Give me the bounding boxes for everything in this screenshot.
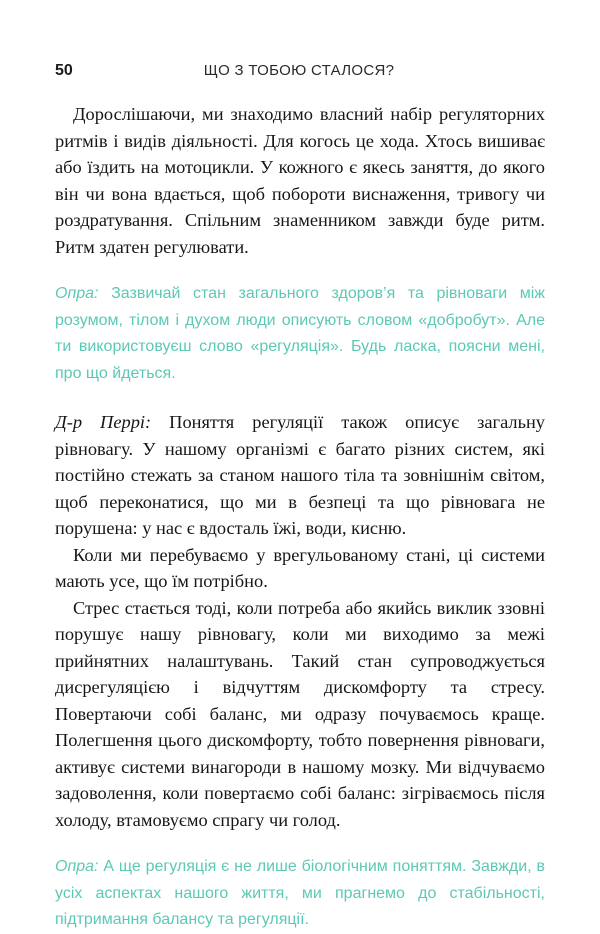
opra-question-2-text: А ще регуляція є не лише біологічним поняттям. Завжди, в усіх аспектах нашого життя, ми прагнемо до стабільності, підтримання балансу та регуляції.	[55, 858, 545, 928]
opra-question-1-text: Зазвичай стан загального здоров’я та рівноваги між розумом, тілом і духом люди описують словом «добробут». Але ти використовуєш слово «регуляція». Будь ласка, поясни мені, про що йдеться.	[55, 285, 545, 382]
spacer	[55, 260, 545, 281]
paragraph-regulated-state: Коли ми перебуваємо у врегульованому стані, ці системи мають усе, що їм потрібно.	[55, 544, 545, 591]
speaker-opra: Опра:	[55, 285, 99, 302]
page-number: 50	[55, 62, 73, 79]
speaker-perry: Д-р Перрі:	[55, 412, 152, 432]
spacer	[55, 387, 545, 409]
spacer	[55, 833, 545, 854]
paragraph-stress: Стрес стається тоді, коли потреба або якийсь виклик ззовні порушує нашу рівновагу, коли ми виходимо за межі прийнятних налаштувань. Такий стан супроводжується дисрегуляцією і відчуттям дискомфорту та стресу. Повертаючи собі баланс, ми одразу почуваємось краще. Полегшення цього дискомфорту, тобто повернення рівноваги, активує системи винагороди в нашому мозку. Ми відчуваємо задоволення, коли повертаємо собі баланс: зігріваємось після холоду, втамовуємо спрагу чи голод.	[55, 597, 545, 830]
opra-question-2	[55, 854, 545, 934]
perry-answer	[55, 409, 545, 542]
opra-question-1	[55, 281, 545, 387]
perry-answer-text: Поняття регуляції також описує загальну рівновагу. У нашому організмі є багато різних систем, які постійно стежать за станом нашого тіла та зовнішнім світом, щоб переконатися, що ми в безпеці та що рівновага не порушена: у нас є вдосталь їжі, води, кисню.	[55, 412, 545, 538]
speaker-opra: Опра:	[55, 858, 99, 875]
running-title: ЩО З ТОБОЮ СТАЛОСЯ?	[203, 62, 395, 79]
page-header	[55, 62, 543, 84]
page-body	[55, 101, 545, 934]
paragraph-regulatory-rhythms: Дорослішаючи, ми знаходимо власний набір регуляторних ритмів і видів діяльності. Для когось це хода. Хтось вишиває або їздить на мотоцикли. У кожного є якесь заняття, до якого він чи вона вдається, щоб побороти виснаження, тривогу чи роздратування. Спільним знаменником завжди буде ритм. Ритм здатен регулювати.	[55, 104, 545, 257]
